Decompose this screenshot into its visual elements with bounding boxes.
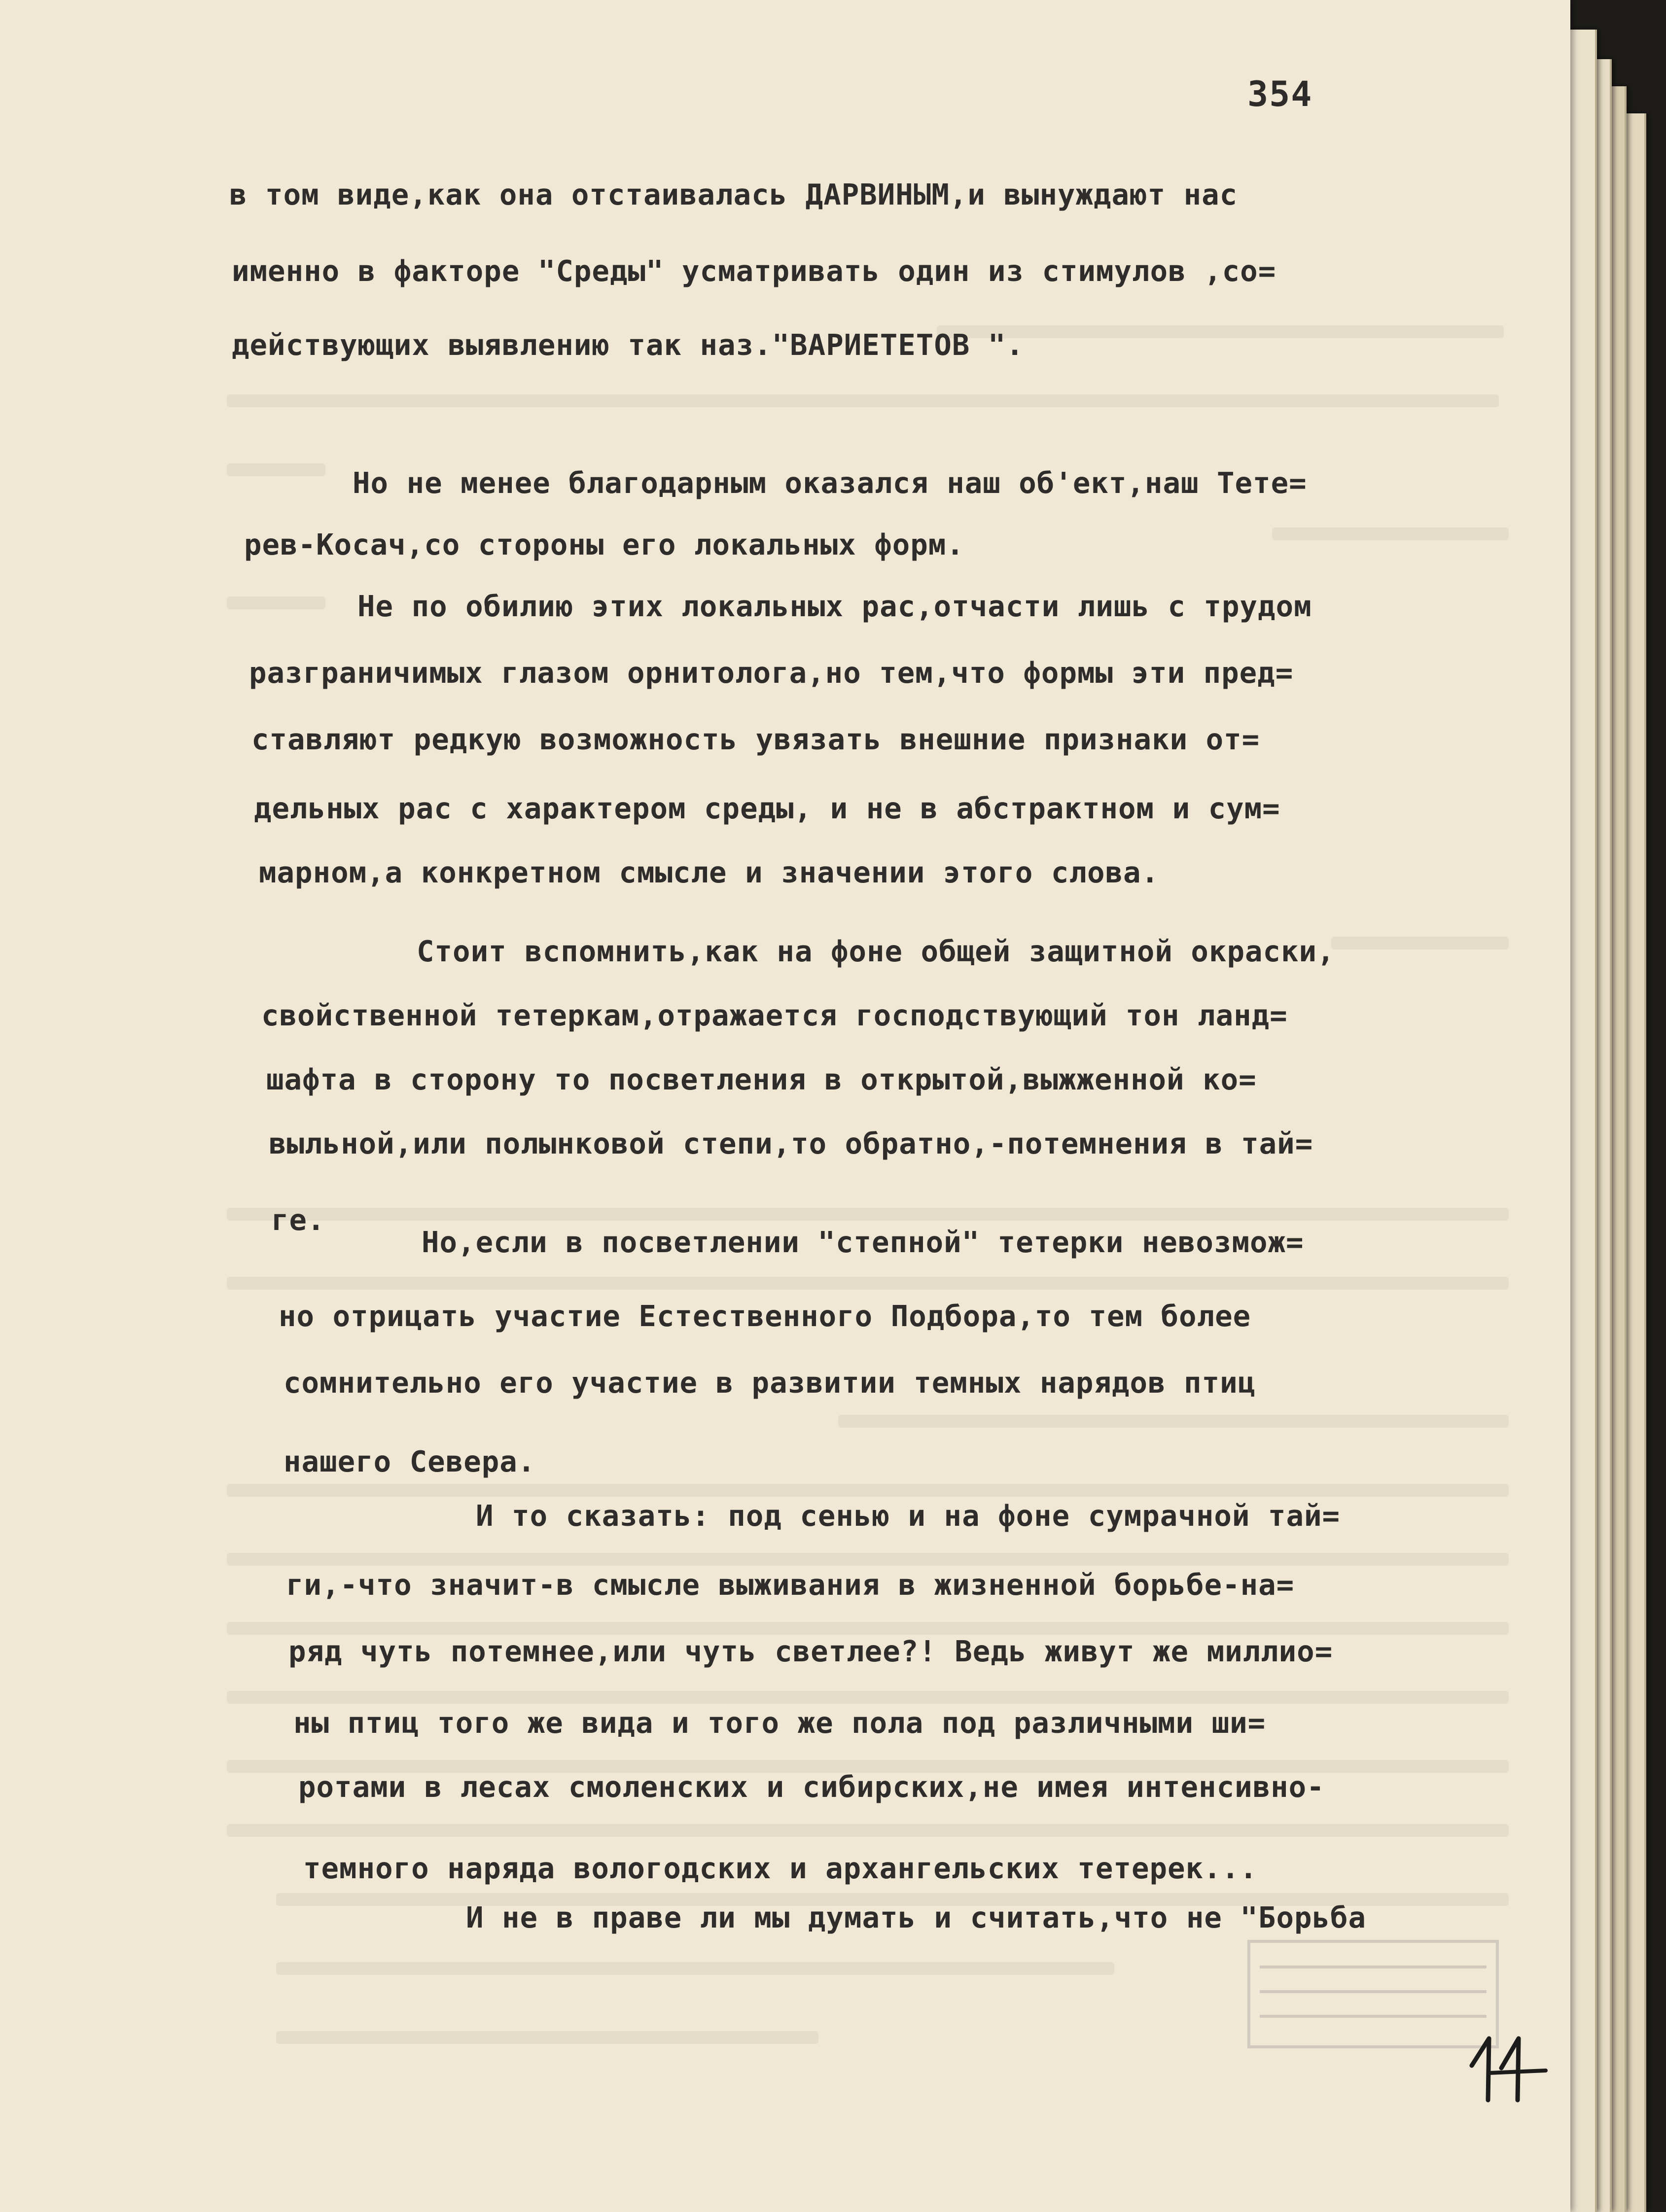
page-number: 354	[1247, 74, 1313, 114]
bleed-through	[227, 597, 325, 609]
bleed-through	[276, 2031, 818, 2044]
bleed-through	[227, 463, 325, 476]
text-line: ряд чуть потемнее,или чуть светлее?! Ведь живут же миллио=	[288, 1634, 1333, 1668]
bleed-through	[276, 1962, 1114, 1975]
text-line: Не по обилию этих локальных рас,отчасти лишь с трудом	[357, 589, 1312, 623]
text-line: ны птиц того же вида и того же пола под различными ши=	[293, 1706, 1266, 1740]
bleed-through	[227, 1484, 1509, 1497]
bleed-through	[227, 1691, 1509, 1704]
text-line: марном,а конкретном смысле и значении этого слова.	[259, 855, 1160, 889]
text-line: И то сказать: под сенью и на фоне сумрачной тай=	[476, 1499, 1341, 1533]
text-line: ставляют редкую возможность увязать внешние признаки от=	[251, 722, 1260, 756]
bleed-through	[838, 1415, 1509, 1428]
text-line: Но,если в посветлении "степной" тетерки невозмож=	[422, 1225, 1304, 1259]
bleed-through	[227, 1277, 1509, 1290]
bleed-through	[1331, 937, 1509, 949]
text-line: но отрицать участие Естественного Подбора,то тем более	[279, 1299, 1251, 1333]
text-line: ге.	[271, 1203, 325, 1237]
bleed-through	[1272, 527, 1509, 540]
bleed-through	[227, 394, 1499, 407]
text-line: разграничимых глазом орнитолога,но тем,что формы эти пред=	[249, 656, 1294, 690]
text-line: нашего Севера.	[284, 1444, 536, 1478]
text-line: выльной,или полынковой степи,то обратно,-потемнения в тай=	[269, 1126, 1313, 1160]
text-line: свойственной тетеркам,отражается господствующий тон ланд=	[261, 998, 1288, 1032]
bleed-through	[227, 1622, 1509, 1635]
text-line: именно в факторе "Среды" усматривать один из стимулов ,со=	[232, 254, 1276, 288]
text-line: ротами в лесах смоленских и сибирских,не имея интенсивно-	[298, 1770, 1325, 1804]
text-line: Но не менее благодарным оказался наш об'ект,наш Тете=	[353, 466, 1307, 500]
text-line: сомнительно его участие в развитии темных нарядов птиц	[284, 1366, 1256, 1400]
text-line: в том виде,как она отстаивалась ДАРВИНЫМ,и вынуждают нас	[229, 177, 1238, 211]
text-line: рев-Косач,со стороны его локальных форм.	[244, 527, 964, 562]
text-line: Стоит вспомнить,как на фоне общей защитной окраски,	[417, 934, 1335, 968]
text-line: действующих выявлению так наз."ВАРИЕТЕТОВ ".	[232, 328, 1024, 362]
bleed-through	[227, 1208, 1509, 1221]
bleed-through	[227, 1824, 1509, 1837]
text-line: И не в праве ли мы думать и считать,что не "Борьба	[466, 1900, 1367, 1934]
text-line: шафта в сторону то посветления в открытой,выжженной ко=	[266, 1062, 1257, 1096]
text-line: ги,-что значит-в смысле выживания в жизненной борьбе-на=	[286, 1568, 1295, 1602]
text-line: дельных рас с характером среды, и не в абстрактном и сум=	[254, 791, 1280, 825]
handwritten-folio-number	[1459, 2026, 1558, 2105]
bleed-through	[227, 1553, 1509, 1566]
text-line: темного наряда вологодских и архангельских тетерек...	[303, 1851, 1258, 1885]
